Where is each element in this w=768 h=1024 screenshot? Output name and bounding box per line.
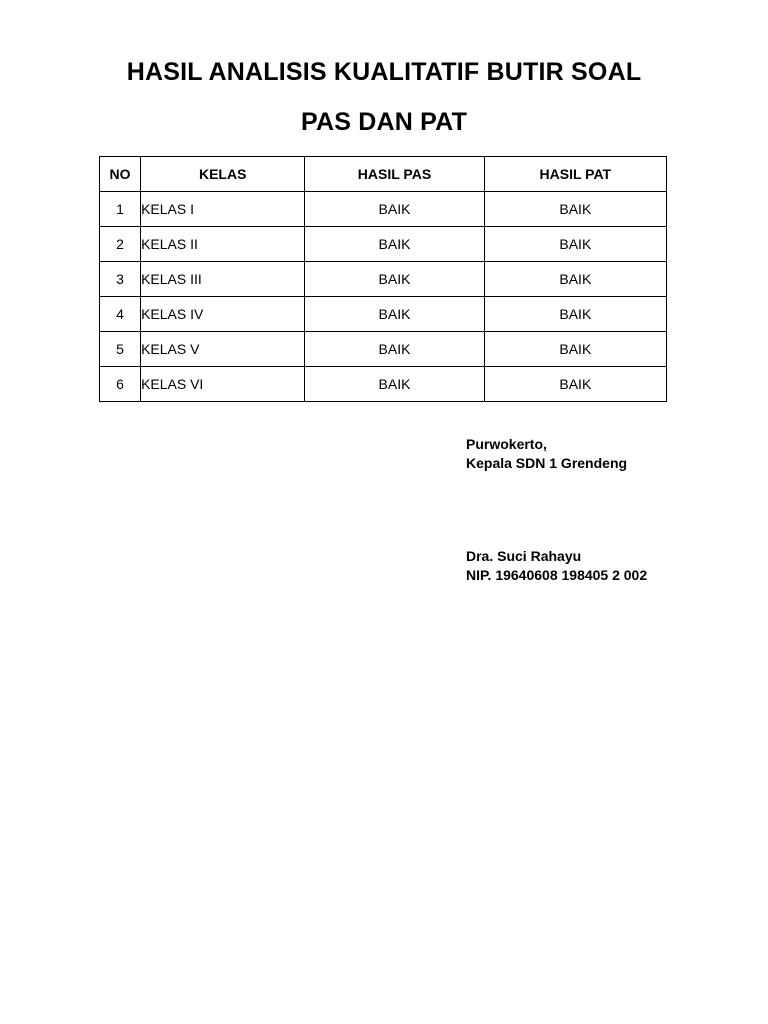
row-no: 4 — [100, 297, 141, 332]
row-hasil-pas: BAIK — [305, 262, 484, 297]
document-subtitle: PAS DAN PAT — [300, 108, 468, 136]
row-hasil-pas: BAIK — [305, 297, 484, 332]
results-table — [99, 156, 667, 402]
table-row — [100, 367, 667, 402]
row-no: 2 — [100, 227, 141, 262]
row-kelas: KELAS VI — [141, 367, 305, 402]
document-title: HASIL ANALISIS KUALITATIF BUTIR SOAL — [126, 58, 642, 86]
row-no: 6 — [100, 367, 141, 402]
table-row — [100, 262, 667, 297]
table-row — [100, 192, 667, 227]
row-no: 5 — [100, 332, 141, 367]
header-hasil-pat: HASIL PAT — [484, 157, 666, 192]
table-row — [100, 227, 667, 262]
row-no: 1 — [100, 192, 141, 227]
header-no: NO — [100, 157, 141, 192]
row-kelas: KELAS V — [141, 332, 305, 367]
row-kelas: KELAS II — [141, 227, 305, 262]
table-row — [100, 332, 667, 367]
row-kelas: KELAS IV — [141, 297, 305, 332]
table-row — [100, 297, 667, 332]
row-kelas: KELAS III — [141, 262, 305, 297]
signature-place: Purwokerto, — [466, 436, 547, 452]
row-hasil-pat: BAIK — [484, 192, 666, 227]
table-header-row — [100, 157, 667, 192]
signature-header — [466, 435, 627, 473]
row-hasil-pas: BAIK — [305, 367, 484, 402]
row-hasil-pas: BAIK — [305, 332, 484, 367]
row-hasil-pat: BAIK — [484, 262, 666, 297]
row-hasil-pas: BAIK — [305, 192, 484, 227]
signatory-nip: NIP. 19640608 198405 2 002 — [466, 567, 648, 583]
header-hasil-pas: HASIL PAS — [305, 157, 484, 192]
row-kelas: KELAS I — [141, 192, 305, 227]
row-no: 3 — [100, 262, 141, 297]
row-hasil-pat: BAIK — [484, 367, 666, 402]
row-hasil-pat: BAIK — [484, 332, 666, 367]
signatory-name: Dra. Suci Rahayu — [466, 548, 582, 564]
row-hasil-pat: BAIK — [484, 227, 666, 262]
header-kelas: KELAS — [141, 157, 305, 192]
row-hasil-pat: BAIK — [484, 297, 666, 332]
signature-position: Kepala SDN 1 Grendeng — [466, 455, 628, 471]
row-hasil-pas: BAIK — [305, 227, 484, 262]
signature-block — [466, 547, 647, 585]
